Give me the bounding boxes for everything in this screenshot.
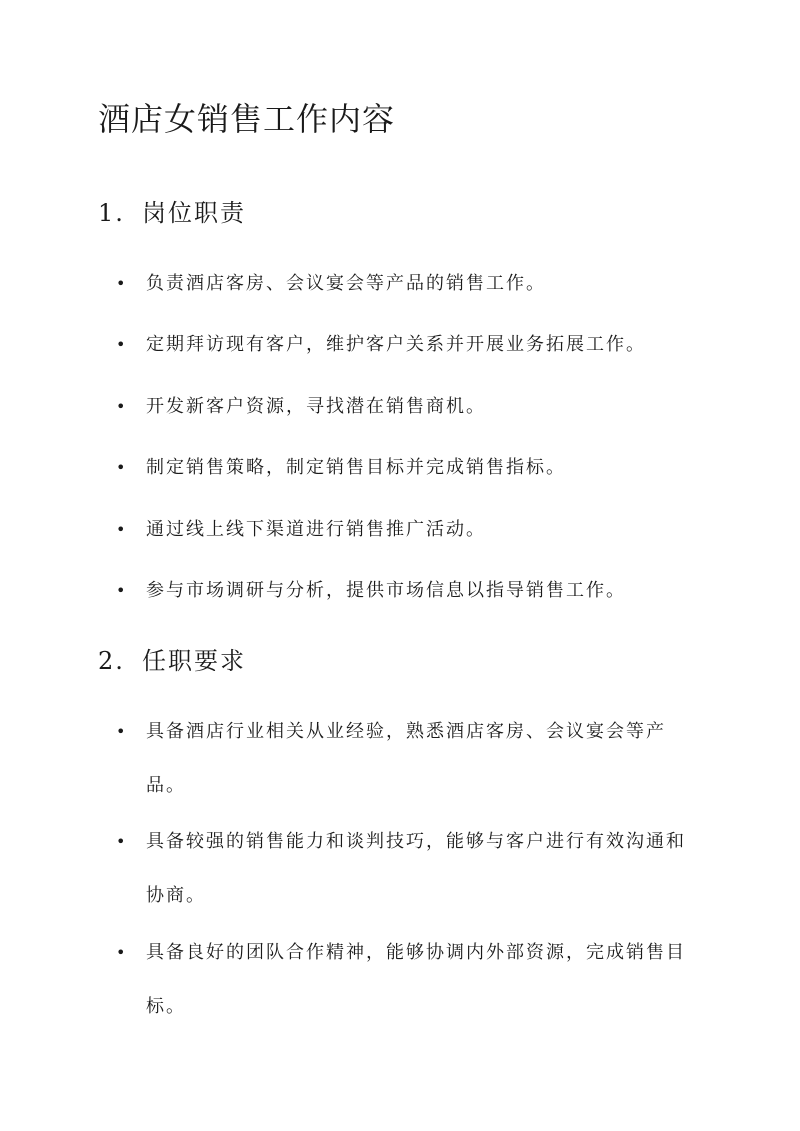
section-heading-requirements	[98, 643, 246, 679]
section-title: 岗位职责	[142, 199, 246, 227]
list-item-text: 具备酒店行业相关从业经验，熟悉酒店客房、会议宴会等产品。	[146, 721, 666, 796]
bullet-icon: •	[116, 943, 128, 962]
list-item	[116, 257, 700, 311]
bullet-icon: •	[116, 722, 128, 741]
list-item-text: 具备良好的团队合作精神，能够协调内外部资源，完成销售目标。	[146, 942, 686, 1017]
list-item	[116, 380, 700, 434]
list-item	[116, 441, 700, 495]
list-item-text: 制定销售策略，制定销售目标并完成销售指标。	[146, 457, 566, 478]
bullet-icon: •	[116, 520, 128, 539]
list-item	[116, 815, 700, 923]
list-item	[116, 318, 700, 372]
bullet-icon: •	[116, 397, 128, 416]
list-item-text: 通过线上线下渠道进行销售推广活动。	[146, 519, 486, 540]
bullet-icon: •	[116, 581, 128, 600]
list-item-text: 具备较强的销售能力和谈判技巧，能够与客户进行有效沟通和协商。	[146, 831, 686, 906]
page-title: 酒店女销售工作内容	[98, 100, 396, 138]
bullet-icon: •	[116, 458, 128, 477]
list-item-text: 定期拜访现有客户，维护客户关系并开展业务拓展工作。	[146, 334, 646, 355]
bullet-icon: •	[116, 335, 128, 354]
section-title: 任职要求	[142, 647, 246, 675]
list-item	[116, 705, 700, 813]
bullet-icon: •	[116, 274, 128, 293]
section-heading-responsibilities	[98, 195, 246, 231]
list-item-text: 开发新客户资源，寻找潜在销售商机。	[146, 396, 486, 417]
list-item-text: 负责酒店客房、会议宴会等产品的销售工作。	[146, 273, 546, 294]
list-item-text: 参与市场调研与分析，提供市场信息以指导销售工作。	[146, 580, 626, 601]
section-number: 2.	[98, 647, 125, 675]
bullet-icon: •	[116, 832, 128, 851]
section-number: 1.	[98, 199, 125, 227]
list-item	[116, 926, 700, 1034]
list-item	[116, 503, 700, 557]
list-item	[116, 564, 700, 618]
